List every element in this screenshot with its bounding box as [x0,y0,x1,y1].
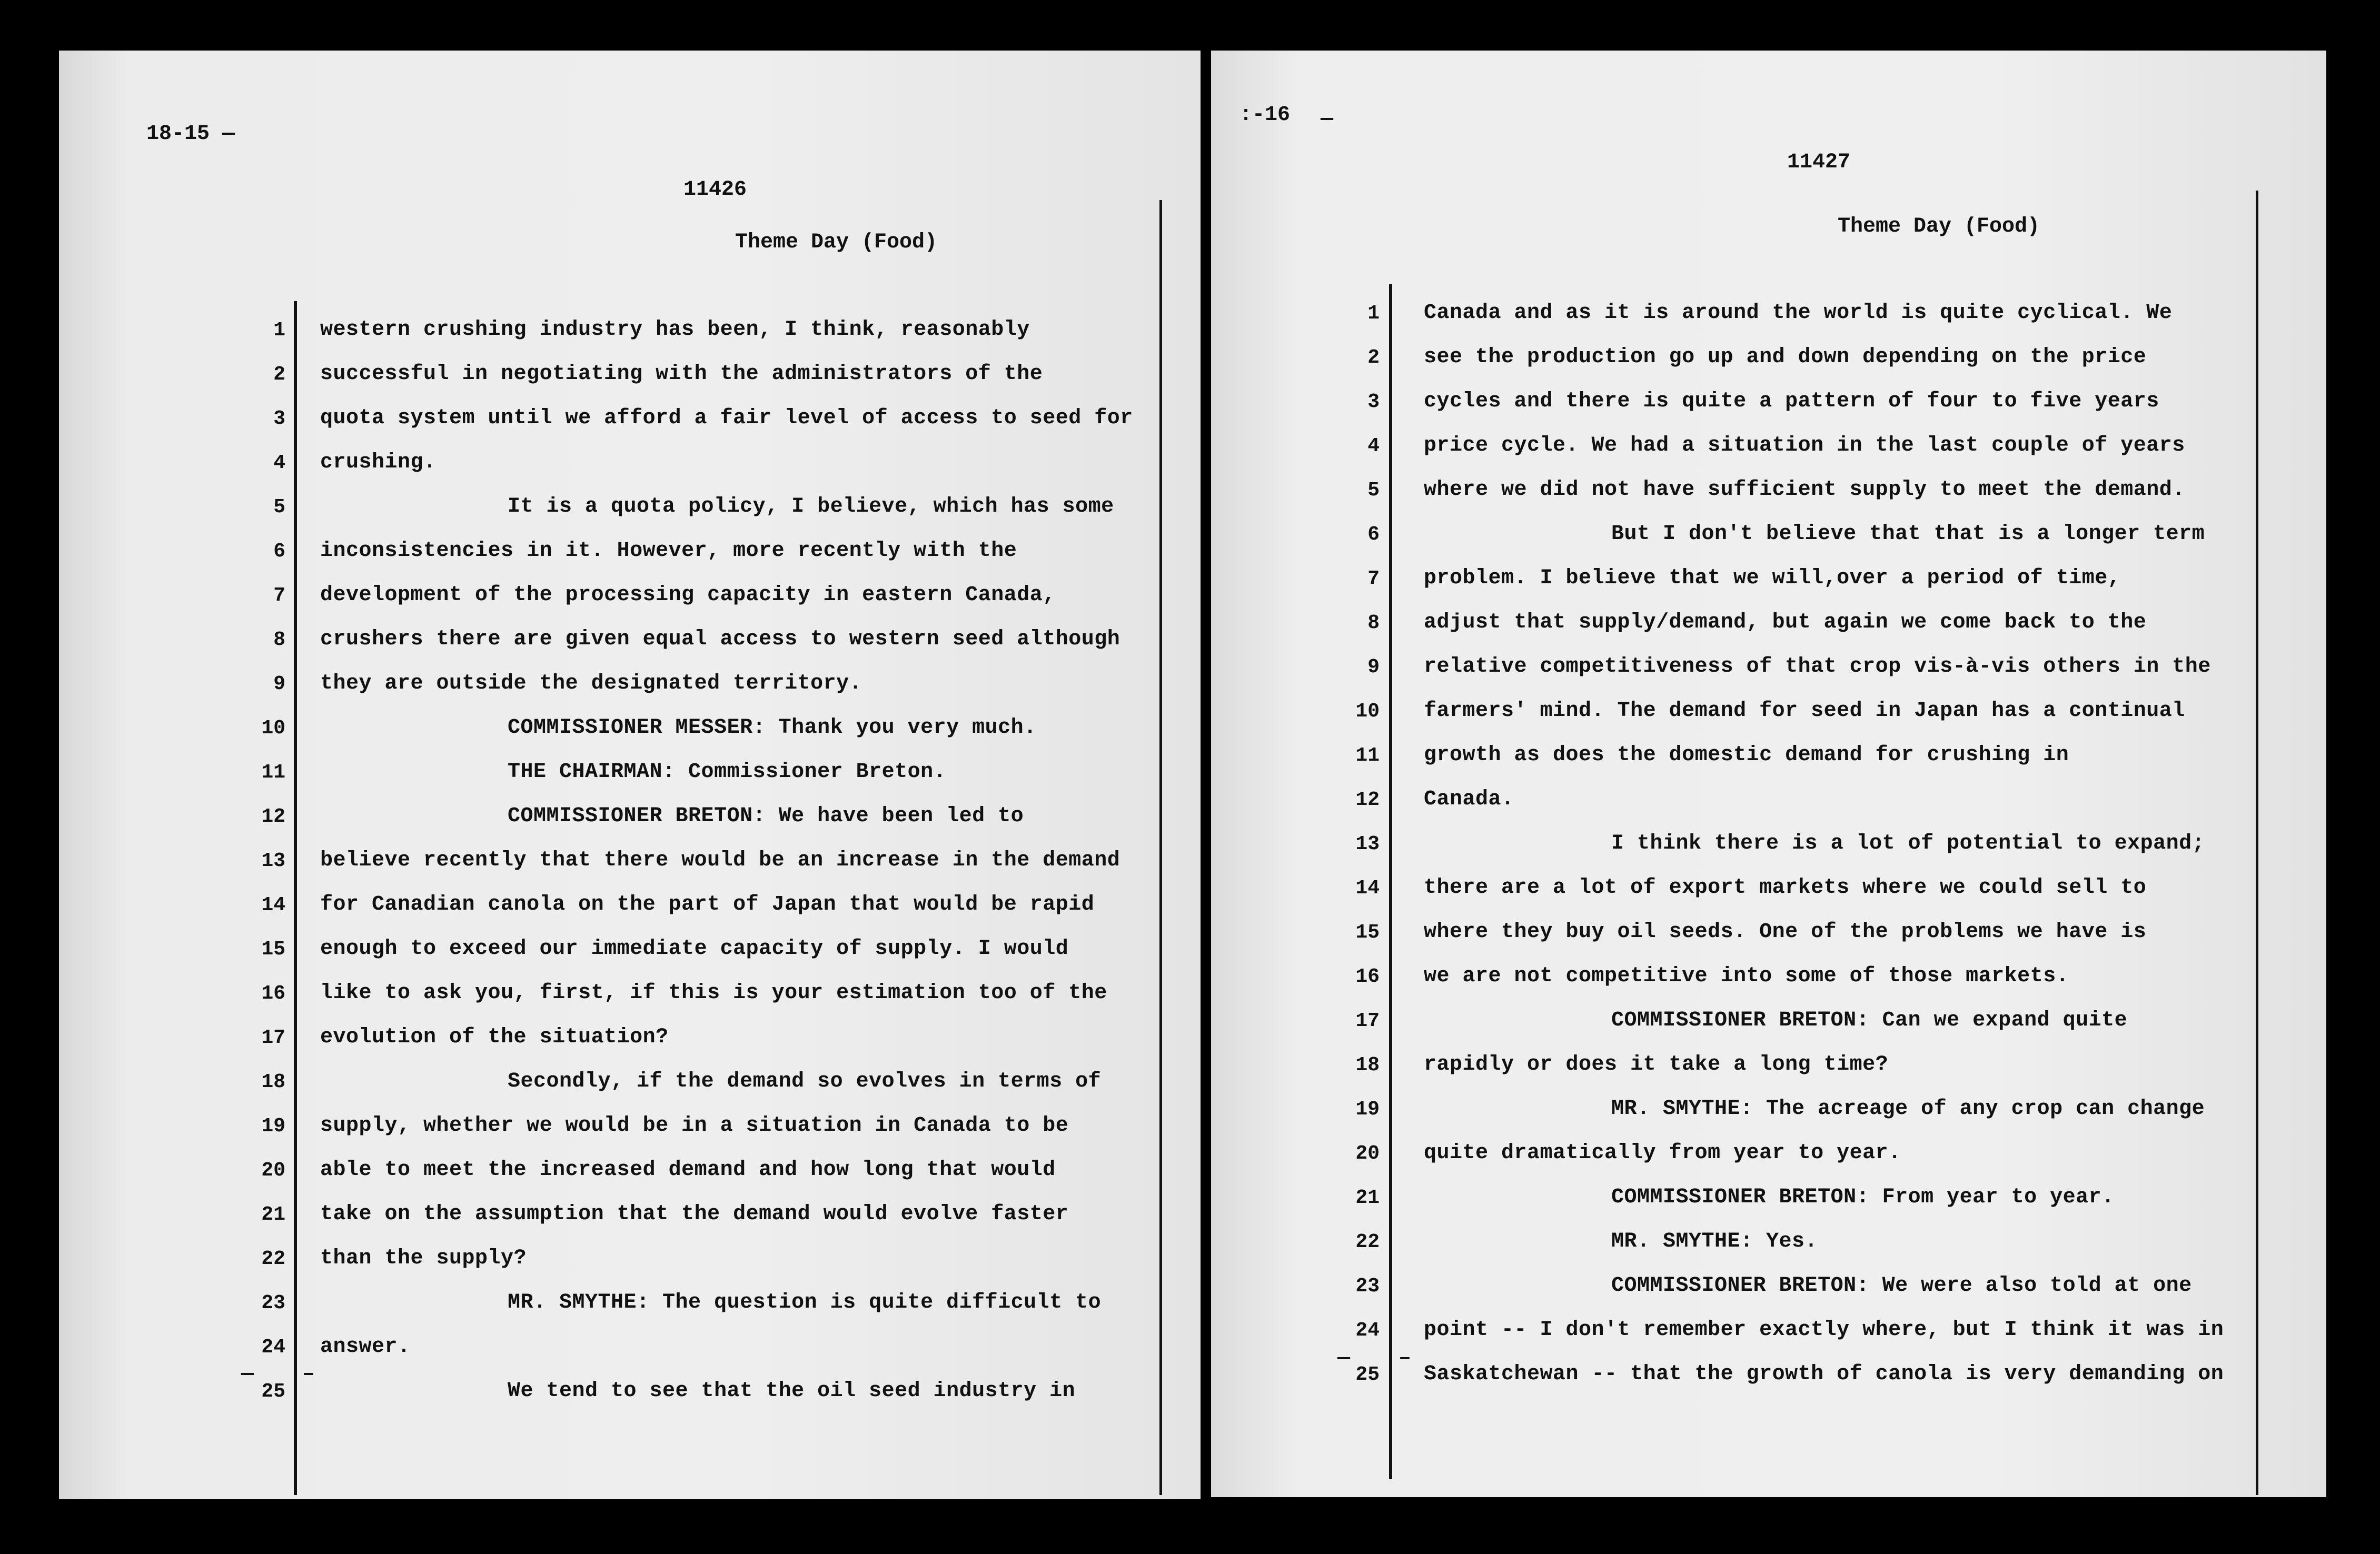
line-number: 20 [261,1159,285,1182]
line-number: 12 [1355,789,1380,811]
line-number: 11 [1355,744,1380,767]
transcript-line: where we did not have sufficient supply to meet the demand. [1424,478,2185,502]
transcript-line: COMMISSIONER MESSER: Thank you very much. [508,716,1037,740]
transcript-line: answer. [320,1335,411,1359]
transcript-line: successful in negotiating with the administrators of the [320,362,1043,386]
line-number: 3 [1367,391,1380,413]
right-tab-dash: — [1321,107,1334,131]
line-number: 13 [261,850,285,872]
line-number: 7 [273,584,285,607]
transcript-line: where they buy oil seeds. One of the problems we have is [1424,920,2147,944]
line-number: 3 [273,407,285,430]
line-number: 22 [261,1248,285,1270]
transcript-line: crushing. [320,451,437,474]
transcript-line: than the supply? [320,1247,527,1270]
line-number: 6 [273,540,285,563]
line-number: 9 [273,673,285,695]
transcript-line: It is a quota policy, I believe, which has some [508,495,1114,519]
line-number: 21 [261,1203,285,1226]
transcript-line: COMMISSIONER BRETON: Can we expand quite [1611,1009,2128,1032]
line-number: 14 [261,894,285,917]
transcript-line: evolution of the situation? [320,1025,669,1049]
transcript-line: THE CHAIRMAN: Commissioner Breton. [508,760,947,784]
transcript-line: inconsistencies in it. However, more recently with the [320,539,1017,563]
transcript-line: there are a lot of export markets where we could sell to [1424,876,2147,900]
line-number: 23 [261,1292,285,1314]
line-number: 2 [1367,346,1380,369]
right-margin-rule [1389,284,1392,1479]
transcript-line: adjust that supply/demand, but again we come back to the [1424,611,2147,634]
transcript-line: MR. SMYTHE: The question is quite difficult to [508,1291,1102,1314]
line-number: 19 [1355,1098,1380,1121]
right-right-margin-rule [2256,191,2258,1495]
line-number: 8 [273,629,285,651]
transcript-line: farmers' mind. The demand for seed in Japan has a continual [1424,699,2185,723]
line-number: 22 [1355,1231,1380,1253]
transcript-line: quite dramatically from year to year. [1424,1141,1901,1165]
transcript-line: COMMISSIONER BRETON: We have been led to [508,804,1024,828]
line-number: 5 [1367,479,1380,502]
line-number: 24 [261,1336,285,1359]
line-number: 16 [1355,965,1380,988]
transcript-line: point -- I don't remember exactly where, but I think it was in [1424,1318,2224,1342]
line-number: 15 [261,938,285,961]
line-number: 1 [1367,302,1380,325]
transcript-line: development of the processing capacity in eastern Canada, [320,583,1056,607]
transcript-line: price cycle. We had a situation in the last couple of years [1424,434,2185,457]
left-line-25-tick: – [302,1362,315,1386]
line-number: 10 [1355,700,1380,723]
transcript-line: Canada. [1424,788,1514,811]
left-line-25-marker: — [241,1362,254,1386]
transcript-line: rapidly or does it take a long time? [1424,1053,1889,1077]
line-number: 20 [1355,1142,1380,1165]
transcript-line: enough to exceed our immediate capacity of supply. I would [320,937,1069,961]
line-number: 9 [1367,656,1380,679]
right-tab-mark: :-16 [1239,103,1291,127]
line-number: 4 [273,452,285,474]
left-transcript-page [59,51,1201,1499]
left-margin-rule [294,301,297,1495]
line-number: 6 [1367,523,1380,546]
transcript-line: we are not competitive into some of those markets. [1424,964,2069,988]
transcript-line: MR. SMYTHE: Yes. [1611,1230,1818,1253]
transcript-line: crushers there are given equal access to western seed although [320,627,1120,651]
transcript-line: relative competitiveness of that crop vis-à-vis others in the [1424,655,2211,679]
line-number: 1 [273,319,285,342]
line-number: 25 [1355,1363,1380,1386]
line-number: 21 [1355,1187,1380,1209]
right-transcript-page [1211,51,2326,1497]
transcript-line: cycles and there is quite a pattern of four to five years [1424,390,2159,413]
left-right-margin-rule [1159,200,1162,1495]
transcript-line: We tend to see that the oil seed industry in [508,1379,1076,1403]
transcript-line: for Canadian canola on the part of Japan that would be rapid [320,893,1095,917]
transcript-line: see the production go up and down depending on the price [1424,345,2147,369]
transcript-line: Canada and as it is around the world is quite cyclical. We [1424,301,2173,325]
line-number: 8 [1367,612,1380,634]
transcript-line: MR. SMYTHE: The acreage of any crop can change [1611,1097,2205,1121]
line-number: 18 [1355,1054,1380,1077]
transcript-line: COMMISSIONER BRETON: We were also told at one [1611,1274,2192,1298]
left-page-number: 11426 [683,178,747,202]
right-page-number: 11427 [1787,151,1851,174]
line-number: 15 [1355,921,1380,944]
line-number: 24 [1355,1319,1380,1342]
line-number: 5 [273,496,285,519]
left-tab-mark: 18-15 — [146,122,235,146]
transcript-line: like to ask you, first, if this is your estimation too of the [320,981,1107,1005]
left-page-title: Theme Day (Food) [735,231,938,254]
line-number: 13 [1355,833,1380,855]
transcript-line: they are outside the designated territory. [320,672,862,695]
line-number: 23 [1355,1275,1380,1298]
transcript-line: I think there is a lot of potential to expand; [1611,832,2205,855]
line-number: 7 [1367,567,1380,590]
right-page-title: Theme Day (Food) [1838,215,2040,238]
transcript-line: able to meet the increased demand and how long that would [320,1158,1056,1182]
transcript-line: supply, whether we would be in a situation in Canada to be [320,1114,1069,1138]
transcript-line: problem. I believe that we will,over a period of time, [1424,566,2121,590]
transcript-line: believe recently that there would be an increase in the demand [320,849,1120,872]
line-number: 14 [1355,877,1380,900]
line-number: 11 [261,761,285,784]
right-line-25-marker: — [1337,1347,1351,1370]
transcript-line: But I don't believe that that is a longer term [1611,522,2205,546]
line-number: 19 [261,1115,285,1138]
line-number: 10 [261,717,285,740]
transcript-line: Saskatchewan -- that the growth of canola is very demanding on [1424,1362,2224,1386]
transcript-line: growth as does the domestic demand for crushing in [1424,743,2069,767]
transcript-line: Secondly, if the demand so evolves in terms of [508,1070,1102,1093]
line-number: 16 [261,982,285,1005]
line-number: 25 [261,1380,285,1403]
right-line-25-tick: – [1399,1347,1412,1370]
line-number: 4 [1367,435,1380,457]
line-number: 18 [261,1071,285,1093]
line-number: 17 [261,1027,285,1049]
transcript-line: take on the assumption that the demand would evolve faster [320,1202,1069,1226]
line-number: 17 [1355,1010,1380,1032]
transcript-line: quota system until we afford a fair level of access to seed for [320,406,1133,430]
transcript-line: western crushing industry has been, I think, reasonably [320,318,1030,342]
line-number: 2 [273,363,285,386]
line-number: 12 [261,805,285,828]
transcript-line: COMMISSIONER BRETON: From year to year. [1611,1186,2115,1209]
